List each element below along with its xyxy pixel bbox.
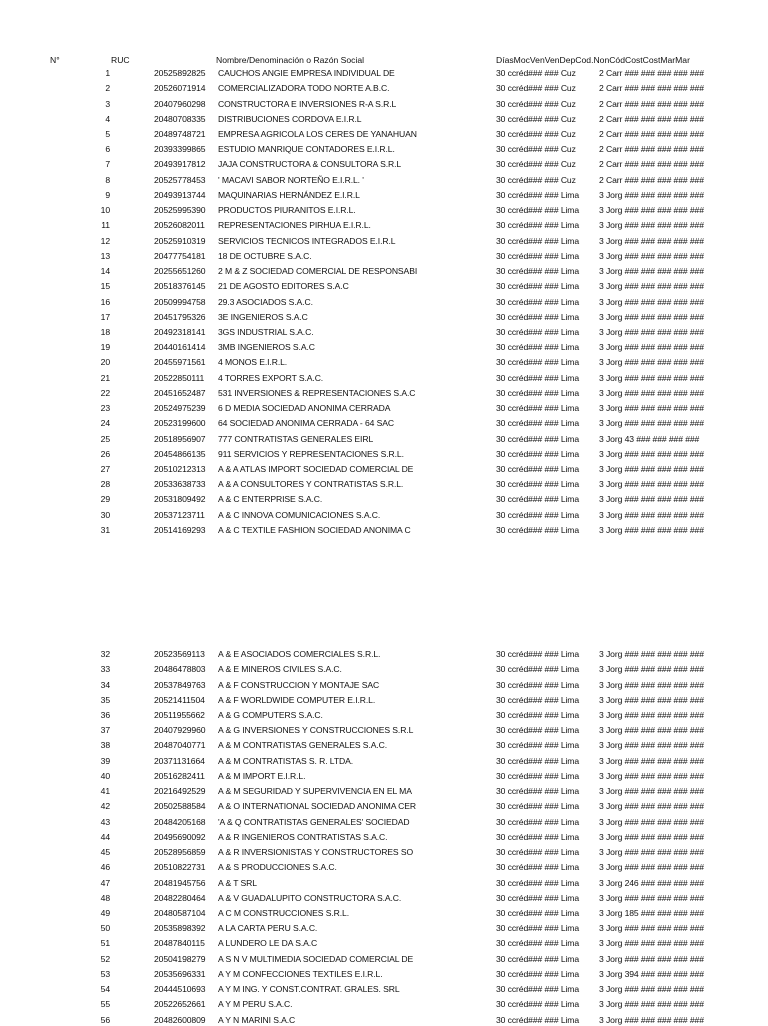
row-ruc: 20526082011	[154, 220, 205, 231]
row-number: 55	[100, 999, 110, 1010]
row-ruc: 20525892825	[154, 68, 206, 78]
row-name: A C M CONSTRUCCIONES S.R.L.	[218, 907, 349, 918]
row-number: 9	[105, 189, 110, 200]
row-ruc: 20523569113	[154, 649, 205, 659]
row-terms: 30 ccréd### ### Lima	[496, 387, 580, 398]
row-terms: 30 ccréd### ### Lima	[496, 831, 580, 842]
row-ruc: 20533638733	[154, 479, 206, 490]
row-ruc: 20522850111	[154, 372, 205, 383]
row-name: 64 SOCIEDAD ANONIMA CERRADA - 64 SAC	[218, 418, 394, 429]
row-ruc: 20216492529	[154, 786, 206, 797]
row-name: 911 SERVICIOS Y REPRESENTACIONES S.R.L.	[218, 448, 404, 459]
row-number: 4	[105, 113, 110, 124]
row-name: 6 D MEDIA SOCIEDAD ANONIMA CERRADA	[218, 403, 391, 414]
row-codes: 3 Jorg ### ### ### ### ###	[599, 649, 704, 659]
row-ruc: 20528956859	[154, 847, 206, 857]
row-codes: 3 Jorg ### ### ### ### ###	[599, 786, 704, 797]
row-terms: 30 ccréd### ### Lima	[496, 740, 580, 751]
row-name: A & R INVERSIONISTAS Y CONSTRUCTORES SO	[218, 847, 414, 857]
row-terms: 30 ccréd### ### Cuz	[496, 98, 576, 109]
row-number: 27	[100, 464, 110, 474]
row-ruc: 20537849763	[154, 679, 206, 690]
row-ruc: 20371131664	[154, 755, 205, 766]
row-ruc: 20509994758	[154, 296, 206, 307]
row-number: 50	[100, 923, 110, 934]
row-number: 25	[100, 433, 110, 444]
row-ruc: 20480708335	[154, 113, 206, 124]
row-name: 777 CONTRATISTAS GENERALES EIRL	[218, 433, 374, 444]
row-number: 56	[100, 1014, 110, 1025]
row-number: 34	[100, 679, 110, 690]
row-name: A & C INNOVA COMUNICACIONES S.A.C.	[218, 509, 381, 520]
row-number: 37	[100, 725, 110, 736]
row-terms: 30 ccréd### ### Cuz	[496, 83, 576, 94]
row-ruc: 20525778453	[154, 174, 206, 185]
row-codes: 3 Jorg ### ### ### ### ###	[599, 679, 704, 690]
row-terms: 30 ccréd### ### Lima	[496, 479, 580, 490]
row-ruc: 20487840115	[154, 938, 205, 949]
row-codes: 3 Jorg ### ### ### ### ###	[599, 923, 704, 934]
row-number: 26	[100, 448, 110, 459]
row-terms: 30 ccréd### ### Lima	[496, 847, 580, 857]
row-terms: 30 ccréd### ### Lima	[496, 770, 580, 781]
row-number: 40	[100, 770, 110, 781]
row-number: 10	[100, 205, 110, 216]
row-codes: 2 Carr ### ### ### ### ###	[599, 174, 704, 185]
row-ruc: 20510822731	[154, 862, 206, 873]
row-codes: 3 Jorg ### ### ### ### ###	[599, 342, 704, 353]
row-number: 47	[100, 877, 110, 888]
row-name: A S N V MULTIMEDIA SOCIEDAD COMERCIAL DE	[218, 953, 414, 964]
row-codes: 3 Jorg ### ### ### ### ###	[599, 831, 704, 842]
row-ruc: 20535696331	[154, 968, 206, 979]
row-number: 18	[100, 326, 110, 337]
row-name: 21 DE AGOSTO EDITORES S.A.C	[218, 281, 349, 292]
row-number: 6	[105, 144, 110, 155]
row-terms: 30 ccréd### ### Lima	[496, 862, 580, 873]
row-codes: 3 Jorg ### ### ### ### ###	[599, 694, 704, 705]
row-codes: 3 Jorg ### ### ### ### ###	[599, 311, 704, 322]
row-number: 41	[100, 786, 110, 797]
row-name: 'A & Q CONTRATISTAS GENERALES' SOCIEDAD	[218, 816, 410, 827]
row-ruc: 20454866135	[154, 448, 206, 459]
row-name: A & O INTERNATIONAL SOCIEDAD ANONIMA CER	[218, 801, 416, 812]
row-name: A LA CARTA PERU S.A.C.	[218, 923, 318, 934]
row-name: A & C TEXTILE FASHION SOCIEDAD ANONIMA C	[218, 524, 411, 535]
row-name: 531 INVERSIONES & REPRESENTACIONES S.A.C	[218, 387, 416, 398]
row-ruc: 20407929960	[154, 725, 206, 736]
row-name: A & A ATLAS IMPORT SOCIEDAD COMERCIAL DE	[218, 464, 414, 474]
row-terms: 30 ccréd### ### Lima	[496, 509, 580, 520]
row-number: 3	[105, 98, 110, 109]
row-number: 1	[105, 68, 110, 78]
row-ruc: 20525910319	[154, 235, 206, 246]
row-number: 48	[100, 892, 110, 903]
row-name: A & G INVERSIONES Y CONSTRUCCIONES S.R.L	[218, 725, 414, 736]
row-codes: 3 Jorg ### ### ### ### ###	[599, 984, 704, 995]
row-terms: 30 ccréd### ### Lima	[496, 189, 580, 200]
row-ruc: 20255651260	[154, 266, 206, 276]
row-name: A & F WORLDWIDE COMPUTER E.I.R.L.	[218, 694, 376, 705]
row-ruc: 20487040771	[154, 740, 206, 751]
row-name: A & F CONSTRUCCION Y MONTAJE SAC	[218, 679, 380, 690]
row-codes: 3 Jorg ### ### ### ### ###	[599, 755, 704, 766]
row-number: 45	[100, 847, 110, 857]
row-terms: 30 ccréd### ### Lima	[496, 664, 580, 675]
row-number: 20	[100, 357, 110, 368]
row-terms: 30 ccréd### ### Lima	[496, 311, 580, 322]
row-ruc: 20477754181	[154, 250, 206, 261]
row-ruc: 20504198279	[154, 953, 206, 964]
row-terms: 30 ccréd### ### Cuz	[496, 159, 576, 170]
row-name: A & M SEGURIDAD Y SUPERVIVENCIA EN EL MA	[218, 786, 412, 797]
row-ruc: 20451795326	[154, 311, 206, 322]
row-codes: 3 Jorg 185 ### ### ### ###	[599, 907, 704, 918]
row-name: A & M IMPORT E.I.R.L.	[218, 770, 306, 781]
row-number: 14	[100, 266, 110, 276]
row-terms: 30 ccréd### ### Lima	[496, 816, 580, 827]
row-name: 3GS INDUSTRIAL S.A.C.	[218, 326, 314, 337]
row-name: A Y M PERU S.A.C.	[218, 999, 293, 1010]
row-terms: 30 ccréd### ### Lima	[496, 679, 580, 690]
row-terms: 30 ccréd### ### Lima	[496, 907, 580, 918]
row-codes: 2 Carr ### ### ### ### ###	[599, 83, 704, 94]
row-number: 23	[100, 403, 110, 414]
row-terms: 30 ccréd### ### Lima	[496, 923, 580, 934]
row-name: 29.3 ASOCIADOS S.A.C.	[218, 296, 313, 307]
row-ruc: 20484205168	[154, 816, 206, 827]
row-codes: 3 Jorg ### ### ### ### ###	[599, 372, 704, 383]
row-number: 38	[100, 740, 110, 751]
row-codes: 3 Jorg ### ### ### ### ###	[599, 205, 704, 216]
row-name: COMERCIALIZADORA TODO NORTE A.B.C.	[218, 83, 390, 94]
row-ruc: 20489748721	[154, 128, 206, 139]
row-codes: 3 Jorg ### ### ### ### ###	[599, 1014, 704, 1025]
row-codes: 3 Jorg ### ### ### ### ###	[599, 770, 704, 781]
row-terms: 30 ccréd### ### Cuz	[496, 113, 576, 124]
row-number: 44	[100, 831, 110, 842]
row-ruc: 20407960298	[154, 98, 206, 109]
row-terms: 30 ccréd### ### Lima	[496, 892, 580, 903]
row-codes: 2 Carr ### ### ### ### ###	[599, 159, 704, 170]
row-codes: 3 Jorg ### ### ### ### ###	[599, 250, 704, 261]
row-codes: 3 Jorg ### ### ### ### ###	[599, 387, 704, 398]
row-terms: 30 ccréd### ### Lima	[496, 709, 580, 720]
row-name: ' MACAVI SABOR NORTEÑO E.I.R.L. '	[218, 174, 364, 185]
row-ruc: 20482280464	[154, 892, 206, 903]
row-ruc: 20511955662	[154, 709, 205, 720]
row-ruc: 20514169293	[154, 524, 206, 535]
row-name: A & E MINEROS CIVILES S.A.C.	[218, 664, 342, 675]
row-number: 12	[100, 235, 110, 246]
row-terms: 30 ccréd### ### Lima	[496, 357, 580, 368]
row-number: 32	[100, 649, 110, 659]
row-number: 5	[105, 128, 110, 139]
row-terms: 30 ccréd### ### Lima	[496, 326, 580, 337]
row-name: A Y M ING. Y CONST.CONTRAT. GRALES. SRL	[218, 984, 400, 995]
row-codes: 3 Jorg ### ### ### ### ###	[599, 479, 704, 490]
row-ruc: 20480587104	[154, 907, 206, 918]
row-codes: 2 Carr ### ### ### ### ###	[599, 68, 704, 78]
row-ruc: 20523199600	[154, 418, 206, 429]
row-name: 2 M & Z SOCIEDAD COMERCIAL DE RESPONSABI	[218, 266, 418, 276]
row-ruc: 20440161414	[154, 342, 206, 353]
row-number: 2	[105, 83, 110, 94]
row-terms: 30 ccréd### ### Lima	[496, 281, 580, 292]
row-name: 4 TORRES EXPORT S.A.C.	[218, 372, 324, 383]
row-ruc: 20524975239	[154, 403, 206, 414]
row-codes: 3 Jorg ### ### ### ### ###	[599, 801, 704, 812]
row-number: 13	[100, 250, 110, 261]
row-name: A & G COMPUTERS S.A.C.	[218, 709, 323, 720]
row-name: A & E ASOCIADOS COMERCIALES S.R.L.	[218, 649, 381, 659]
row-terms: 30 ccréd### ### Lima	[496, 984, 580, 995]
header-nombre: Nombre/Denominación o Razón Social	[216, 55, 365, 65]
row-terms: 30 ccréd### ### Lima	[496, 786, 580, 797]
row-terms: 30 ccréd### ### Lima	[496, 725, 580, 736]
row-ruc: 20526071914	[154, 83, 206, 94]
row-name: A Y M CONFECCIONES TEXTILES E.I.R.L.	[218, 968, 383, 979]
row-ruc: 20481945756	[154, 877, 206, 888]
row-terms: 30 ccréd### ### Lima	[496, 953, 580, 964]
row-name: A & V GUADALUPITO CONSTRUCTORA S.A.C.	[218, 892, 402, 903]
row-name: CONSTRUCTORA E INVERSIONES R-A S.R.L	[218, 98, 397, 109]
row-ruc: 20522652661	[154, 999, 206, 1010]
row-codes: 3 Jorg ### ### ### ### ###	[599, 664, 704, 675]
row-terms: 30 ccréd### ### Cuz	[496, 68, 576, 78]
row-ruc: 20493913744	[154, 189, 206, 200]
row-codes: 2 Carr ### ### ### ### ###	[599, 98, 704, 109]
row-ruc: 20518376145	[154, 281, 206, 292]
row-terms: 30 ccréd### ### Lima	[496, 296, 580, 307]
row-name: SERVICIOS TECNICOS INTEGRADOS E.I.R.L	[218, 235, 396, 246]
row-name: A & R INGENIEROS CONTRATISTAS S.A.C.	[218, 831, 388, 842]
row-codes: 3 Jorg ### ### ### ### ###	[599, 235, 704, 246]
row-number: 36	[100, 709, 110, 720]
row-codes: 3 Jorg 246 ### ### ### ###	[599, 877, 704, 888]
row-codes: 3 Jorg ### ### ### ### ###	[599, 524, 704, 535]
row-terms: 30 ccréd### ### Lima	[496, 938, 580, 949]
row-number: 24	[100, 418, 110, 429]
row-terms: 30 ccréd### ### Lima	[496, 801, 580, 812]
row-terms: 30 ccréd### ### Lima	[496, 464, 580, 474]
row-ruc: 20495690092	[154, 831, 206, 842]
row-ruc: 20451652487	[154, 387, 206, 398]
row-ruc: 20518956907	[154, 433, 206, 444]
row-codes: 3 Jorg ### ### ### ### ###	[599, 816, 704, 827]
row-name: MAQUINARIAS HERNÁNDEZ E.I.R.L	[218, 189, 360, 200]
row-terms: 30 ccréd### ### Lima	[496, 999, 580, 1010]
row-ruc: 20537123711	[154, 509, 205, 520]
row-number: 29	[100, 494, 110, 505]
row-number: 22	[100, 387, 110, 398]
row-codes: 3 Jorg 43 ### ### ### ###	[599, 433, 700, 444]
row-number: 39	[100, 755, 110, 766]
row-ruc: 20492318141	[154, 326, 206, 337]
row-codes: 3 Jorg ### ### ### ### ###	[599, 725, 704, 736]
row-name: A & M CONTRATISTAS S. R. LTDA.	[218, 755, 353, 766]
row-terms: 30 ccréd### ### Lima	[496, 649, 580, 659]
row-terms: 30 ccréd### ### Lima	[496, 205, 580, 216]
row-ruc: 20455971561	[154, 357, 206, 368]
row-number: 7	[105, 159, 110, 170]
row-codes: 2 Carr ### ### ### ### ###	[599, 128, 704, 139]
row-codes: 3 Jorg ### ### ### ### ###	[599, 296, 704, 307]
row-ruc: 20493917812	[154, 159, 206, 170]
row-name: A Y N MARINI S.A.C	[218, 1014, 296, 1025]
header-other-columns: DíasMocVenVenDepCod.NonCódCostCostMarMar	[496, 55, 690, 65]
row-number: 11	[101, 220, 110, 231]
row-codes: 3 Jorg ### ### ### ### ###	[599, 189, 704, 200]
row-codes: 3 Jorg ### ### ### ### ###	[599, 862, 704, 873]
row-name: A & S PRODUCCIONES S.A.C.	[218, 862, 337, 873]
row-codes: 2 Carr ### ### ### ### ###	[599, 144, 704, 155]
row-ruc: 20393399865	[154, 144, 206, 155]
row-codes: 3 Jorg 394 ### ### ### ###	[599, 968, 704, 979]
row-number: 43	[100, 816, 110, 827]
row-ruc: 20482600809	[154, 1014, 206, 1025]
row-number: 19	[100, 342, 110, 353]
header-ruc: RUC	[111, 55, 130, 65]
row-terms: 30 ccréd### ### Lima	[496, 403, 580, 414]
row-name: A & M CONTRATISTAS GENERALES S.A.C.	[218, 740, 388, 751]
row-name: 4 MONOS E.I.R.L.	[218, 357, 288, 368]
row-terms: 30 ccréd### ### Lima	[496, 250, 580, 261]
header-n: N°	[50, 55, 60, 65]
row-name: EMPRESA AGRICOLA LOS CERES DE YANAHUAN	[218, 128, 417, 139]
row-number: 17	[100, 311, 110, 322]
row-number: 30	[100, 509, 110, 520]
row-name: ESTUDIO MANRIQUE CONTADORES E.I.R.L.	[218, 144, 395, 155]
row-name: A LUNDERO LE DA S.A.C	[218, 938, 318, 949]
row-name: 18 DE OCTUBRE S.A.C.	[218, 250, 312, 261]
row-terms: 30 ccréd### ### Lima	[496, 433, 580, 444]
row-codes: 3 Jorg ### ### ### ### ###	[599, 266, 704, 276]
row-name: A & C ENTERPRISE S.A.C.	[218, 494, 323, 505]
row-name: 3E INGENIEROS S.A.C	[218, 311, 308, 322]
row-name: A & A CONSULTORES Y CONTRATISTAS S.R.L.	[218, 479, 404, 490]
row-terms: 30 ccréd### ### Lima	[496, 524, 580, 535]
row-ruc: 20516282411	[154, 770, 205, 781]
row-codes: 3 Jorg ### ### ### ### ###	[599, 418, 704, 429]
row-terms: 30 ccréd### ### Lima	[496, 694, 580, 705]
row-ruc: 20444510693	[154, 984, 206, 995]
row-codes: 3 Jorg ### ### ### ### ###	[599, 326, 704, 337]
row-number: 35	[100, 694, 110, 705]
row-codes: 3 Jorg ### ### ### ### ###	[599, 847, 704, 857]
row-terms: 30 ccréd### ### Lima	[496, 418, 580, 429]
row-number: 53	[100, 968, 110, 979]
row-number: 21	[100, 372, 110, 383]
row-terms: 30 ccréd### ### Lima	[496, 342, 580, 353]
row-ruc: 20486478803	[154, 664, 206, 675]
row-name: DISTRIBUCIONES CORDOVA E.I.R.L	[218, 113, 362, 124]
row-terms: 30 ccréd### ### Lima	[496, 755, 580, 766]
row-terms: 30 ccréd### ### Lima	[496, 877, 580, 888]
row-ruc: 20535898392	[154, 923, 206, 934]
row-number: 16	[100, 296, 110, 307]
row-terms: 30 ccréd### ### Lima	[496, 235, 580, 246]
row-terms: 30 ccréd### ### Lima	[496, 220, 580, 231]
row-number: 52	[100, 953, 110, 964]
row-number: 54	[100, 984, 110, 995]
row-ruc: 20531809492	[154, 494, 206, 505]
row-number: 31	[100, 524, 110, 535]
row-number: 51	[100, 938, 110, 949]
row-codes: 2 Carr ### ### ### ### ###	[599, 113, 704, 124]
row-terms: 30 ccréd### ### Lima	[496, 968, 580, 979]
row-terms: 30 ccréd### ### Cuz	[496, 144, 576, 155]
row-terms: 30 ccréd### ### Lima	[496, 266, 580, 276]
row-codes: 3 Jorg ### ### ### ### ###	[599, 740, 704, 751]
row-codes: 3 Jorg ### ### ### ### ###	[599, 403, 704, 414]
row-terms: 30 ccréd### ### Lima	[496, 448, 580, 459]
row-terms: 30 ccréd### ### Cuz	[496, 174, 576, 185]
row-codes: 3 Jorg ### ### ### ### ###	[599, 938, 704, 949]
row-terms: 30 ccréd### ### Lima	[496, 372, 580, 383]
row-ruc: 20510212313	[154, 464, 206, 474]
row-number: 8	[105, 174, 110, 185]
row-codes: 3 Jorg ### ### ### ### ###	[599, 494, 704, 505]
row-terms: 30 ccréd### ### Cuz	[496, 128, 576, 139]
row-ruc: 20521411504	[154, 694, 205, 705]
row-codes: 3 Jorg ### ### ### ### ###	[599, 709, 704, 720]
row-codes: 3 Jorg ### ### ### ### ###	[599, 448, 704, 459]
row-ruc: 20525995390	[154, 205, 206, 216]
row-terms: 30 ccréd### ### Lima	[496, 494, 580, 505]
row-name: CAUCHOS ANGIE EMPRESA INDIVIDUAL DE	[218, 68, 395, 78]
row-name: A & T SRL	[218, 877, 257, 888]
row-number: 49	[100, 907, 110, 918]
row-codes: 3 Jorg ### ### ### ### ###	[599, 953, 704, 964]
row-codes: 3 Jorg ### ### ### ### ###	[599, 999, 704, 1010]
row-terms: 30 ccréd### ### Lima	[496, 1014, 580, 1025]
row-codes: 3 Jorg ### ### ### ### ###	[599, 509, 704, 520]
row-codes: 3 Jorg ### ### ### ### ###	[599, 464, 704, 474]
row-codes: 3 Jorg ### ### ### ### ###	[599, 357, 704, 368]
row-codes: 3 Jorg ### ### ### ### ###	[599, 220, 704, 231]
row-number: 15	[100, 281, 110, 292]
row-number: 46	[100, 862, 110, 873]
row-codes: 3 Jorg ### ### ### ### ###	[599, 281, 704, 292]
row-number: 42	[100, 801, 110, 812]
row-name: REPRESENTACIONES PIRHUA E.I.R.L.	[218, 220, 371, 231]
row-name: 3MB INGENIEROS S.A.C	[218, 342, 315, 353]
row-codes: 3 Jorg ### ### ### ### ###	[599, 892, 704, 903]
row-name: JAJA CONSTRUCTORA & CONSULTORA S.R.L	[218, 159, 402, 170]
row-name: PRODUCTOS PIURANITOS E.I.R.L.	[218, 205, 356, 216]
row-ruc: 20502588584	[154, 801, 206, 812]
row-number: 28	[100, 479, 110, 490]
row-number: 33	[100, 664, 110, 675]
